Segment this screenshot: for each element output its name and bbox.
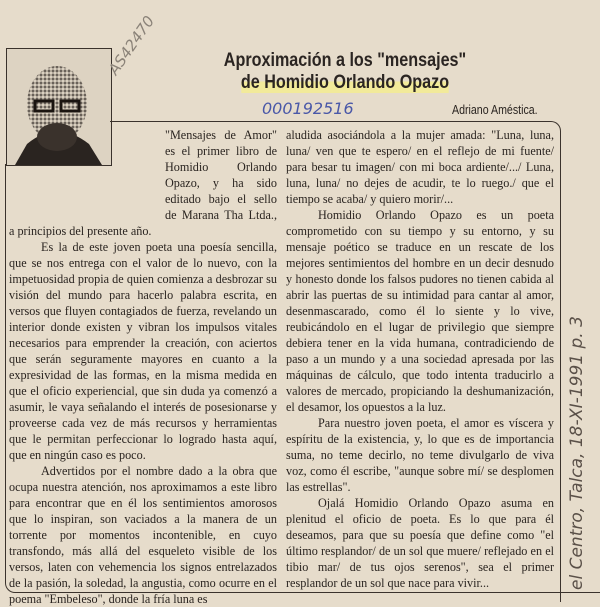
paragraph: Advertidos por el nombre dado a la obra que ocupa nuestra atención, nos aproximamos a este libro para encontrar que en él los sentimientos amorosos que lo inspiran, son vaciados a la manera de un torrente por momentos incontenible, en cuyo transfondo, más allá del esqueleto visible de los versos, laten con vehemencia los signos entrelazados de la pasión, la soledad, la angustia, como ocurre en el poema "Embeleso", donde la fría luna es [9, 464, 277, 606]
catalog-number-handwritten: AS42470 [104, 12, 159, 79]
paragraph: "Mensajes de Amor" es el primer libro de Homidio Orlando Opazo, y ha sido editado bajo el sello de Marana Tha Ltda., a principios del presente año. [9, 128, 277, 238]
title-line-2: de Homidio Orlando Opazo [240, 72, 450, 93]
source-note-handwritten: el Centro, Talca, 18-XI-1991 p. 3 [567, 316, 587, 590]
author-byline: Adriano Améstica. [452, 103, 538, 117]
record-number-handwritten: 000192516 [262, 99, 354, 118]
title-line-1: Aproximación a los "mensajes" [223, 50, 467, 71]
article-title [205, 50, 486, 94]
paragraph: Homidio Orlando Opazo es un poeta comprometido con su tiempo y su entorno, y su mensaje poético se traduce en un rescate de los mejores sentimientos del hombre en un decir desnudo y honesto donde los falsos pudores no tienen cabida al abrir las puertas de su intimidad para cantar al amor, desenmascarado, como él lo siente y lo vive, reubicándolo en el lugar de privilegio que siempre debiera tener en la vida humana, contradiciendo de paso a un mundo y a una sociedad apresada por las máquinas de cálculo, que todo intenta traducirlo a valores de mercado, propiciando la deshumanización, el desamor, los opuestos a la luz. [286, 208, 554, 414]
paragraph: Ojalá Homidio Orlando Opazo asuma en plenitud el oficio de poeta. Es lo que para él deseamos, para que su poesía que define como "el último resplandor/ de un sol que muere/ reflejado en el tibio mar/ de tus ojos serenos", sea el primer resplandor de un sol que nace para vivir... [286, 496, 554, 590]
article-column-2 [286, 127, 554, 591]
paragraph: Para nuestro joven poeta, el amor es víscera y espíritu de la existencia, y, lo que es de importancia suma, no teme decirlo, no teme divulgarlo de viva voz, como él escribe, "aunque sobre mí/ se desplomen las estrellas". [286, 416, 554, 494]
paragraph: aludida asociándola a la mujer amada: "Luna, luna, luna/ ven que te espero/ en el reflejo de mi fuente/ para besar tu imagen/ con mi boca ardiente/.../ Luna, luna, luna/ no dejes de acudir, te lo ruego./ que el tiempo se acaba/ y quiero morir/... [286, 128, 554, 206]
article-column-1 [9, 127, 277, 607]
paragraph: Es la de este joven poeta una poesía sencilla, que se nos entrega con el valor de lo nuevo, con la impetuosidad propia de quien comienza a desbrozar su visión del mundo para hacerlo palabra escrita, en versos que fluyen contagiados de fuerza, revelando un interior donde existen y vibran los impulsos vitales necesarios para emprender la creación, con aciertos que serán seguramente mayores en cuanto a la expresividad de las formas, en la misma medida en que el oficio experiencial, que sin duda ya comenzó a asumir, le vaya señalando el interés de posesionarse y proveerse cada vez de más recursos y herramientas que le permitan perfeccionar lo logrado hasta aquí, que en ningún caso es poco. [9, 240, 277, 462]
